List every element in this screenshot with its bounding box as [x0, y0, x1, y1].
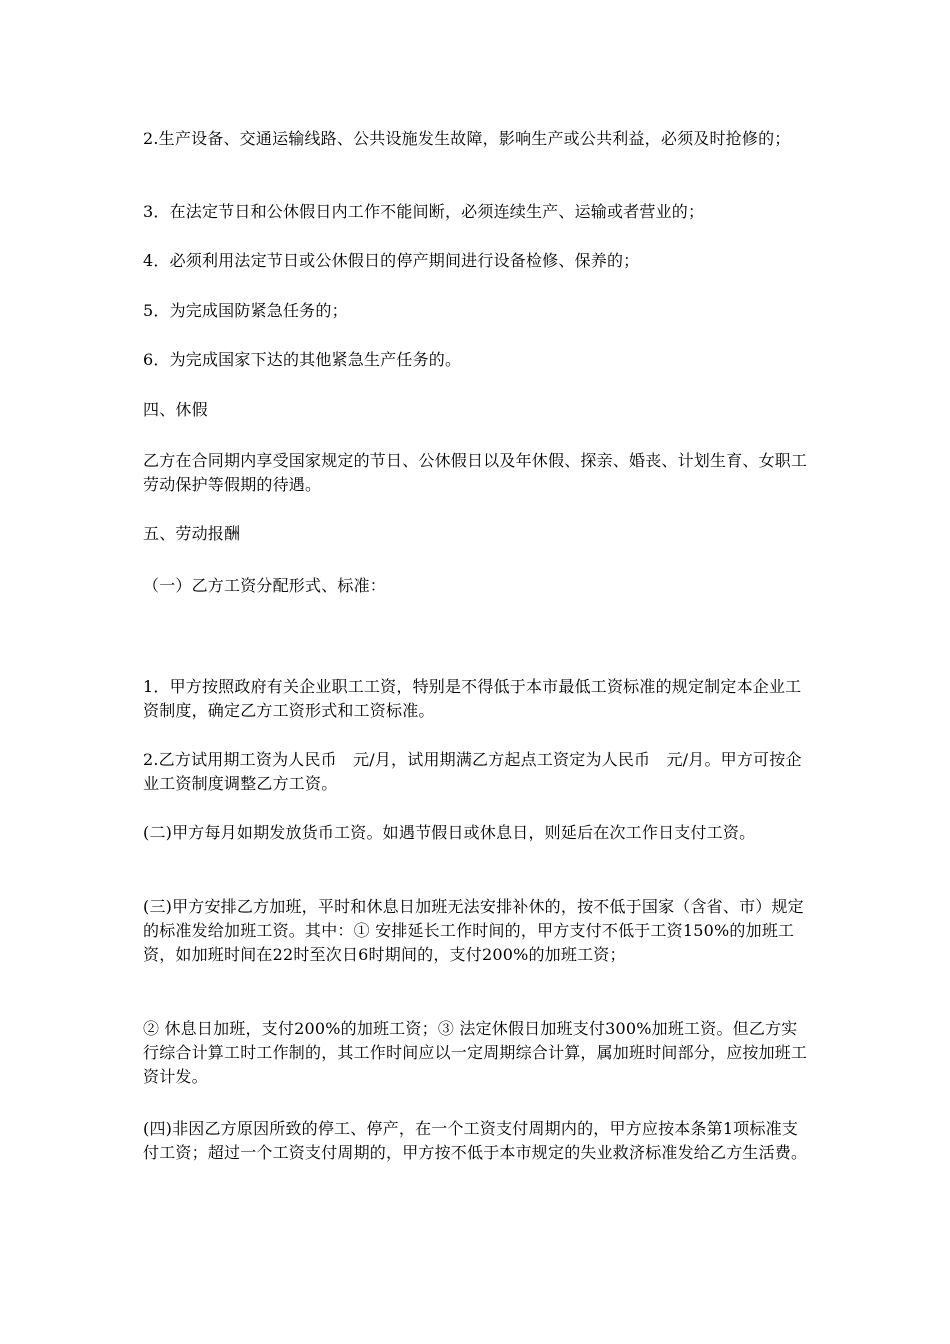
paragraph-probation-wage: 2.乙方试用期工资为人民币 元/月，试用期满乙方起点工资定为人民币 元/月。甲方可按企业工资制度调整乙方工资。 [143, 750, 802, 793]
paragraph-item-6-state-tasks: 6．为完成国家下达的其他紧急生产任务的。 [143, 350, 462, 369]
paragraph-item-4-maintenance: 4．必须利用法定节日或公休假日的停产期间进行设备检修、保养的； [143, 251, 640, 270]
subsection-wage-form: （一）乙方工资分配形式、标准： [143, 576, 387, 595]
paragraph-overtime-pay: (三)甲方安排乙方加班，平时和休息日加班无法安排补休的，按不低于国家（含省、市）规定的标准发给加班工资。其中：① 安排延长工作时间的，甲方支付不低于工资150%的加班工资，如加班时间在22时至次日6时期间的，支付200%的加班工资； [143, 897, 804, 964]
paragraph-item-5-defense: 5．为完成国防紧急任务的； [143, 301, 348, 320]
section-heading-remuneration: 五、劳动报酬 [143, 524, 241, 543]
paragraph-wage-system: 1．甲方按照政府有关企业职工工资，特别是不得低于本市最低工资标准的规定制定本企业工资制度，确定乙方工资形式和工资标准。 [143, 677, 802, 720]
section-heading-leave: 四、休假 [143, 400, 208, 419]
paragraph-work-stoppage: (四)非因乙方原因所致的停工、停产，在一个工资支付周期内的，甲方应按本条第1项标准支付工资；超过一个工资支付周期的，甲方按不低于本市规定的失业救济标准发给乙方生活费。 [143, 1119, 808, 1162]
paragraph-leave-benefits: 乙方在合同期内享受国家规定的节日、公休假日以及年休假、探亲、婚丧、计划生育、女职工劳动保护等假期的待遇。 [143, 451, 808, 494]
paragraph-item-3-continuous: 3．在法定节日和公休假日内工作不能间断，必须连续生产、运输或者营业的； [143, 202, 705, 221]
paragraph-item-2-repair: 2.生产设备、交通运输线路、公共设施发生故障，影响生产或公共利益，必须及时抢修的； [143, 129, 791, 148]
paragraph-monthly-payment: (二)甲方每月如期发放货币工资。如遇节假日或休息日，则延后在次工作日支付工资。 [143, 823, 756, 842]
paragraph-holiday-overtime: ② 休息日加班，支付200%的加班工资；③ 法定休假日加班支付300%加班工资。但乙方实行综合计算工时工作制的，其工作时间应以一定周期综合计算，属加班时间部分，应按加班工资计发。 [143, 1019, 808, 1086]
